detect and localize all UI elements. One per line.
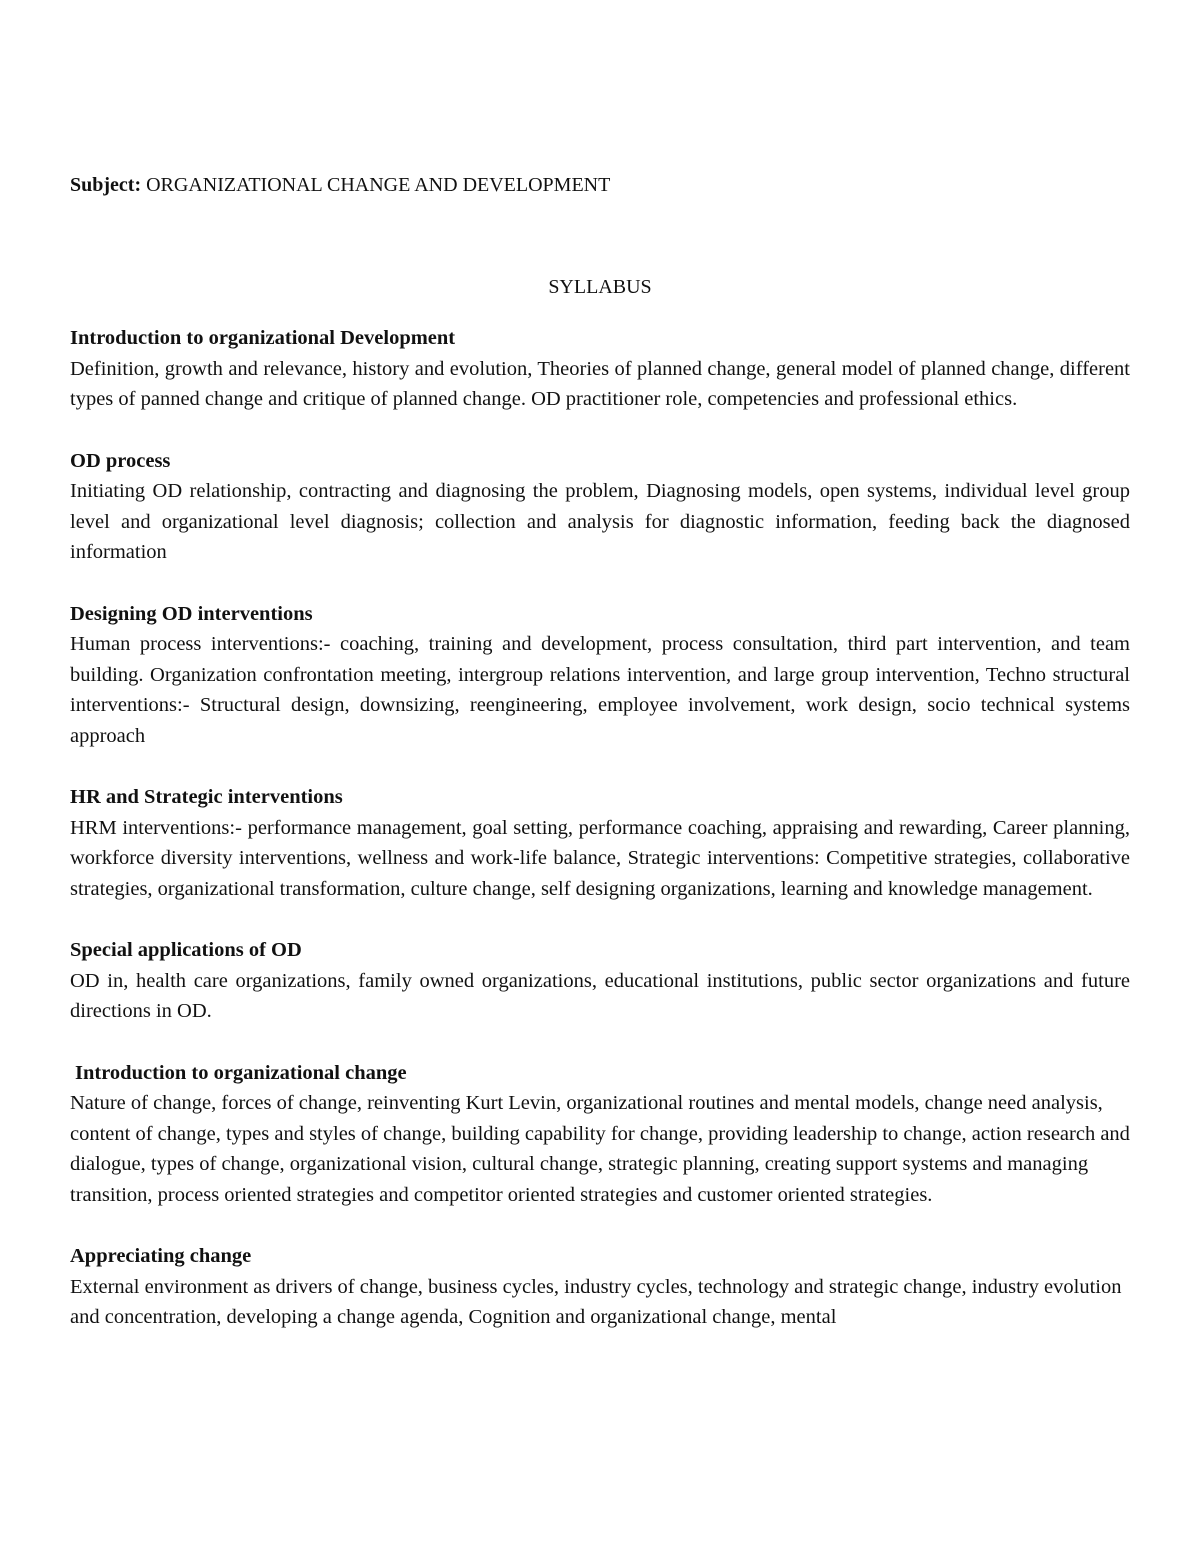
section-od-process: [70, 446, 1130, 568]
section-heading: Special applications of OD: [70, 939, 302, 961]
section-heading: Introduction to organizational change: [75, 1061, 407, 1084]
section-heading: HR and Strategic interventions: [70, 786, 343, 808]
section-designing-od-interventions: [70, 599, 1130, 752]
subject-title: ORGANIZATIONAL CHANGE AND DEVELOPMENT: [146, 174, 611, 196]
section-body: Nature of change, forces of change, reinventing Kurt Levin, organizational routines and mental models, change need analysis, content of change, types and styles of change, building capability for change, providing leadership to change, action research and dialogue, types of change, organizational vision, cultural change, strategic planning, creating support systems and managing transition, process oriented strategies and competitor oriented strategies and customer oriented strategies.: [70, 1092, 1130, 1206]
section-hr-strategic-interventions: [70, 782, 1130, 904]
section-heading: Appreciating change: [70, 1245, 252, 1267]
subject-line: [70, 172, 610, 198]
section-body: OD in, health care organizations, family owned organizations, educational institutions, public sector organizations and future directions in OD.: [70, 969, 1130, 1022]
section-intro-od: [70, 323, 1130, 415]
section-body: Initiating OD relationship, contracting and diagnosing the problem, Diagnosing models, open systems, individual level group level and organizational level diagnosis; collection and analysis for diagnostic information, feeding back the diagnosed information: [70, 480, 1130, 563]
section-body: Definition, growth and relevance, history and evolution, Theories of planned change, general model of planned change, different types of panned change and critique of planned change. OD practitioner role, competencies and professional ethics.: [70, 357, 1130, 410]
section-heading: Introduction to organizational Development: [70, 327, 456, 349]
section-heading: OD process: [70, 449, 171, 472]
section-appreciating-change: [70, 1241, 1130, 1333]
subject-label: Subject:: [70, 174, 142, 196]
section-body: HRM interventions:- performance management, goal setting, performance coaching, appraising and rewarding, Career planning, workforce diversity interventions, wellness and work-life balance, Strategic interventions: Competitive strategies, collaborative strategies, organizational transformation, culture change, self designing organizations, learning and knowledge management.: [70, 816, 1130, 900]
section-special-applications: [70, 935, 1130, 1027]
section-heading: Designing OD interventions: [70, 602, 313, 625]
section-intro-org-change: [70, 1058, 1130, 1211]
syllabus-sections: [70, 323, 1130, 1364]
section-body: External environment as drivers of change, business cycles, industry cycles, technology and strategic change, industry evolution and concentration, developing a change agenda, Cognition and organizational change, mental: [70, 1275, 1122, 1328]
section-body: Human process interventions:- coaching, training and development, process consultation, third part intervention, and team building. Organization confrontation meeting, intergroup relations intervention, and large group intervention, Techno structural interventions:- Structural design, downsizing, reengineering, employee involvement, work design, socio technical systems approach: [70, 633, 1130, 747]
syllabus-heading: SYLLABUS: [548, 276, 652, 298]
